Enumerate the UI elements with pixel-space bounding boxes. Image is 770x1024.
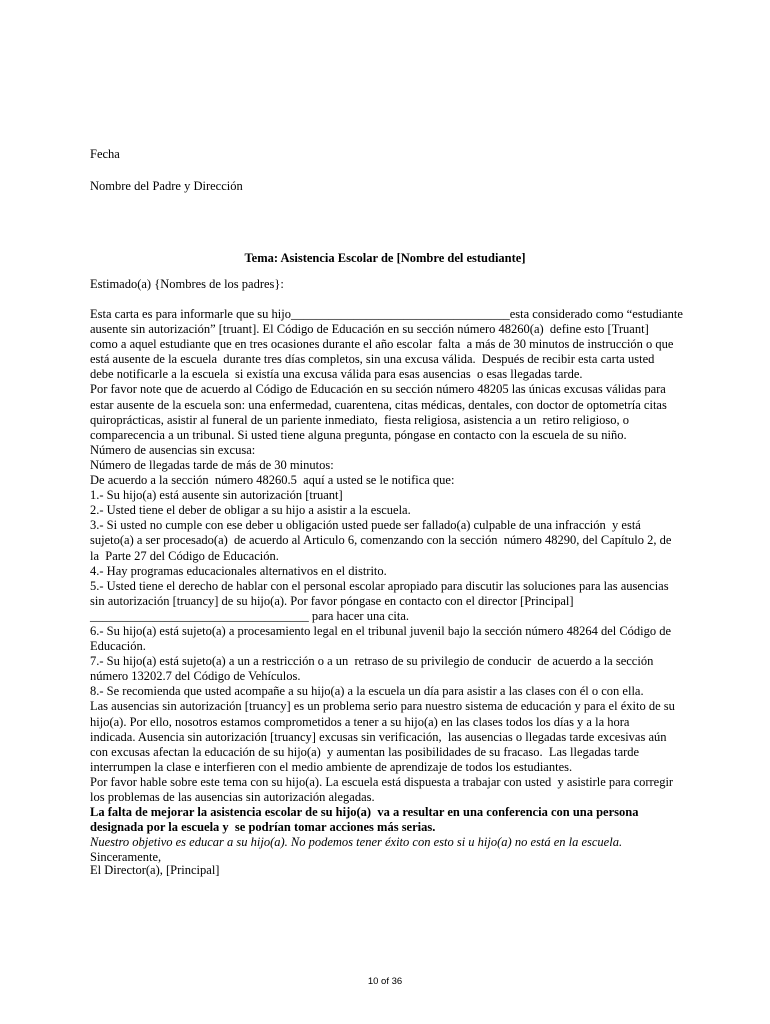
body-line: ausente sin autorización” [truant]. El Código de Educación en su sección número 48260(a) define esto [Truant] [90, 322, 649, 337]
page-number: 10 of 36 [367, 976, 403, 987]
body-line: De acuerdo a la sección número 48260.5 aquí a usted se le notifica que: [90, 473, 455, 488]
body-line: designada por la escuela y se podrían tomar acciones más serias. [90, 820, 436, 835]
body-line: hijo(a). Por ello, nosotros estamos comprometidos a tener a su hijo(a) en las clases todos los días y a la hora [90, 714, 630, 729]
letter-greeting: Estimado(a) {Nombres de los padres}: [90, 277, 284, 291]
parent-name-address: Nombre del Padre y Dirección [90, 179, 243, 193]
body-line: Esta carta es para informarle que su hijo___________________________________esta considerado como “estudiante [90, 307, 683, 321]
body-line: Educación. [90, 639, 146, 654]
body-line: estar ausente de la escuela son: una enfermedad, cuarentena, citas médicas, dentales, con doctor de optometría citas [90, 397, 667, 412]
body-line: 6.- Su hijo(a) está sujeto(a) a procesamiento legal en el tribunal juvenil bajo la sección número 48264 del Código de [90, 623, 672, 638]
body-line: 3.- Si usted no cumple con ese deber u obligación usted puede ser fallado(a) culpable de una infracción y está [90, 518, 641, 533]
body-line: 7.- Su hijo(a) está sujeto(a) a un a restricción o a un retraso de su privilegio de conducir de acuerdo a la sección [90, 654, 654, 669]
letter-subject: Tema: Asistencia Escolar de [Nombre del estudiante] [244, 251, 526, 265]
body-line: Número de llegadas tarde de más de 30 minutos: [90, 457, 334, 472]
body-line: con excusas afectan la educación de su hijo(a) y aumentan las posibilidades de su fracaso. Las llegadas tarde [90, 744, 640, 759]
body-line: Sinceramente, [90, 850, 162, 865]
body-line: está ausente de la escuela durante tres días completos, sin una excusa válida. Después de recibir esta carta usted [90, 352, 655, 367]
body-line: Por favor hable sobre este tema con su hijo(a). La escuela está dispuesta a trabajar con usted y asistirle para corregir [90, 774, 674, 789]
body-line: la Parte 27 del Código de Educación. [90, 548, 279, 563]
body-line: indicada. Ausencia sin autorización [truancy] excusas sin verificación, las ausencias o llegadas tarde excesivas aún [90, 729, 667, 744]
body-line: 5.- Usted tiene el derecho de hablar con el personal escolar apropiado para discutir las soluciones para las ausencias [90, 578, 669, 593]
body-line: Por favor note que de acuerdo al Código de Educación en su sección número 48205 las únicas excusas válidas para [90, 382, 666, 397]
body-line: 1.- Su hijo(a) está ausente sin autorización [truant] [90, 488, 343, 503]
body-line: comparecencia a un tribunal. Si usted tiene alguna pregunta, póngase en contacto con la escuela de su niño. [90, 427, 627, 442]
body-line: interrumpen la clase e interfieren con el medio ambiente de aprendizaje de todos los estudiantes. [90, 759, 573, 774]
signature-line: El Director(a), [Principal] [90, 863, 220, 877]
body-line: los problemas de las ausencias sin autorización alegadas. [90, 790, 375, 804]
body-line: Número de ausencias sin excusa: [90, 442, 256, 457]
body-line: número 13202.7 del Código de Vehículos. [90, 669, 301, 684]
date-line: Fecha [90, 147, 120, 161]
body-line: sin autorización [truancy] de su hijo(a). Por favor póngase en contacto con el director [Principal] [90, 593, 574, 608]
body-line: 2.- Usted tiene el deber de obligar a su hijo a asistir a la escuela. [90, 503, 411, 518]
body-line: Las ausencias sin autorización [truancy] es un problema serio para nuestro sistema de educación y para el éxito de su [90, 699, 675, 714]
body-line: 4.- Hay programas educacionales alternativos en el distrito. [90, 563, 387, 578]
body-line: ___________________________________ para hacer una cita. [90, 608, 410, 623]
body-line: 8.- Se recomienda que usted acompañe a su hijo(a) a la escuela un día para asistir a las clases con él o con ella. [90, 684, 644, 699]
body-line: La falta de mejorar la asistencia escolar de su hijo(a) va a resultar en una conferencia con una persona [90, 805, 639, 820]
body-line: sujeto(a) a ser procesado(a) de acuerdo al Articulo 6, comenzando con la sección número 48290, del Capítulo 2, de [90, 533, 672, 548]
body-line: debe notificarle a la escuela si existía una excusa válida para esas ausencias o esas llegadas tarde. [90, 367, 583, 382]
body-line: quiroprácticas, asistir al funeral de un pariente inmediato, fiesta religiosa, asistencia a un retiro religioso, o [90, 412, 630, 427]
letter-body [90, 307, 690, 865]
body-line: Nuestro objetivo es educar a su hijo(a). No podemos tener éxito con esto si u hijo(a) no está en la escuela. [90, 835, 623, 850]
body-line: como a aquel estudiante que en tres ocasiones durante el año escolar falta a más de 30 minutos de instrucción o que [90, 337, 674, 352]
